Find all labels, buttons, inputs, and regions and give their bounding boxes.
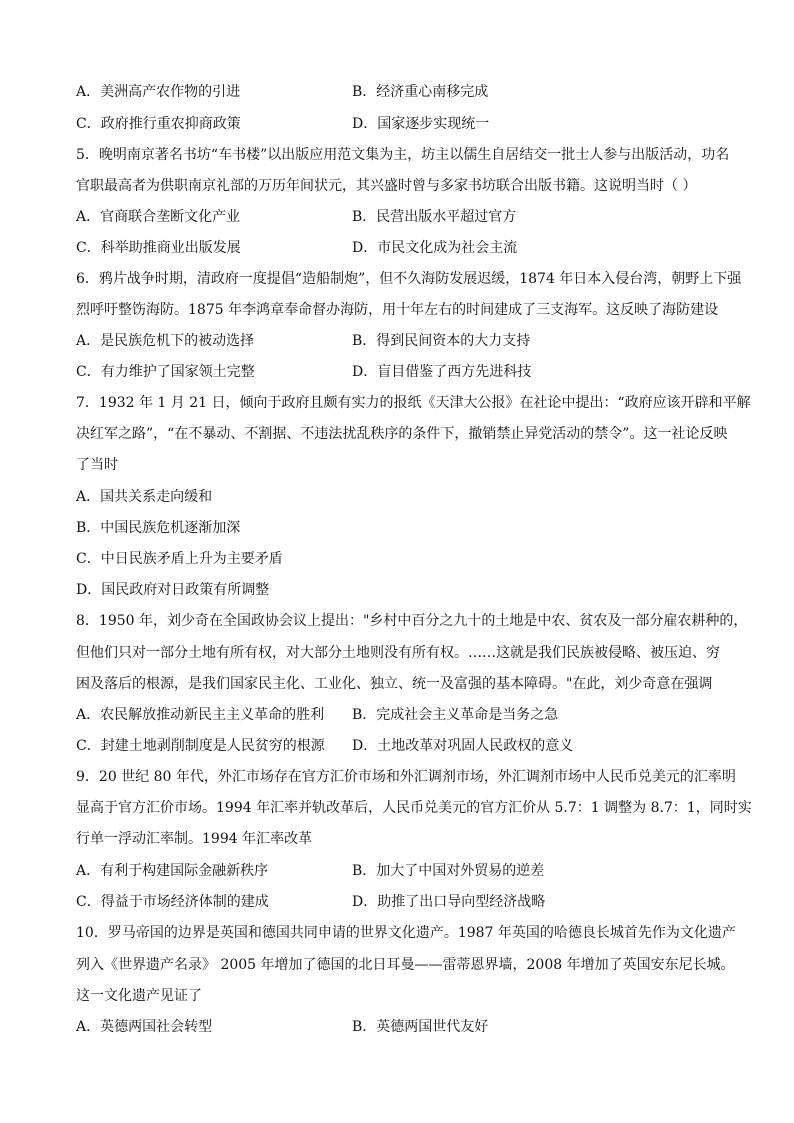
q6-option-d: D．盲目借鉴了西方先进科技	[352, 364, 532, 380]
q5-option-a: A．官商联合垄断文化产业	[76, 209, 241, 225]
q6-option-b: B．得到民间资本的大力支持	[352, 333, 531, 349]
q9-option-c: C．得益于市场经济体制的建成	[76, 894, 269, 910]
q7-stem-line-2: 决红军之路”，“在不暴动、不割据、不违法扰乱秩序的条件下，撤销禁止异党活动的禁令”。这一社论反映	[76, 426, 728, 442]
q8-option-c: C．封建土地剥削制度是人民贫穷的根源	[76, 738, 325, 754]
q6-stem-line-2: 烈呼吁整饬海防。1875 年李鸿章奉命督办海防，用十年左右的时间建成了三支海军。这反映了海防建设	[76, 302, 719, 318]
q10-option-b: B．英德两国世代友好	[352, 1019, 489, 1035]
q5-option-d: D．市民文化成为社会主流	[352, 240, 518, 256]
q5-stem-line-2: 官职最高者为供职南京礼部的万历年间状元，其兴盛时曾与多家书坊联合出版书籍。这说明当时（ ）	[76, 178, 697, 194]
q7-stem-line-3: 了当时	[76, 457, 118, 473]
q5-option-b: B．民营出版水平超过官方	[352, 209, 517, 225]
q8-stem-line-2: 但他们只对一部分土地有所有权，对大部分土地则没有所有权。……这就是我们民族被侵略、被压迫、穷	[76, 645, 720, 661]
q9-option-b: B．加大了中国对外贸易的逆差	[352, 863, 545, 879]
q4-option-b: B．经济重心南移完成	[352, 84, 489, 100]
q7-option-c: C．中日民族矛盾上升为主要矛盾	[76, 551, 283, 567]
q10-stem-line-1: 10．罗马帝国的边界是英国和德国共同申请的世界文化遗产。1987 年英国的哈德良长城首先作为文化遗产	[76, 925, 736, 941]
q4-option-a: A．美洲高产农作物的引进	[76, 84, 241, 100]
q6-option-c: C．有力维护了国家领土完整	[76, 364, 255, 380]
q5-stem-line-1: 5．晚明南京著名书坊“车书楼”以出版应用范文集为主，坊主以儒生自居结交一批士人参与出版活动，功名	[76, 147, 730, 163]
q9-stem-line-3: 行单一浮动汇率制。1994 年汇率改革	[76, 831, 313, 847]
q4-option-d: D．国家逐步实现统一	[352, 116, 490, 132]
q9-option-a: A．有利于构建国际金融新秩序	[76, 863, 269, 879]
q5-option-c: C．科举助推商业出版发展	[76, 240, 241, 256]
q6-stem-line-1: 6．鸦片战争时期，清政府一度提倡“造船制炮”，但不久海防发展迟缓，1874 年日本入侵台湾，朝野上下强	[76, 271, 742, 287]
q10-stem-line-3: 这一文化遗产见证了	[76, 988, 202, 1004]
q7-stem-line-1: 7．1932 年 1 月 21 日，倾向于政府且颇有实力的报纸《天津大公报》在社论中提出：“政府应该开辟和平解	[76, 395, 751, 411]
q8-option-b: B．完成社会主义革命是当务之急	[352, 707, 559, 723]
q8-option-d: D．土地改革对巩固人民政权的意义	[352, 738, 574, 754]
q10-option-a: A．英德两国社会转型	[76, 1019, 213, 1035]
q9-stem-line-1: 9．20 世纪 80 年代，外汇市场存在官方汇价市场和外汇调剂市场，外汇调剂市场中人民币兑美元的汇率明	[76, 769, 736, 785]
q7-option-b: B．中国民族危机逐渐加深	[76, 520, 241, 536]
q8-option-a: A．农民解放推动新民主主义革命的胜利	[76, 707, 325, 723]
q7-option-d: D．国民政府对日政策有所调整	[76, 582, 270, 598]
q8-stem-line-1: 8．1950 年，刘少奇在全国政协会议上提出："乡村中百分之九十的土地是中农、贫农及一部分雇农耕种的，	[76, 613, 748, 629]
q9-option-d: D．助推了出口导向型经济战略	[352, 894, 546, 910]
q9-stem-line-2: 显高于官方汇价市场。1994 年汇率并轨改革后，人民币兑美元的官方汇价从 5.7：1 调整为 8.7：1，同时实	[76, 800, 752, 816]
q6-option-a: A．是民族危机下的被动选择	[76, 333, 255, 349]
q8-stem-line-3: 困及落后的根源，是我们国家民主化、工业化、独立、统一及富强的基本障碍。"在此，刘少奇意在强调	[76, 676, 713, 692]
q10-stem-line-2: 列入《世界遗产名录》 2005 年增加了德国的北日耳曼——雷蒂恩界墙，2008 年增加了英国安东尼长城。	[76, 957, 735, 973]
q7-option-a: A．国共关系走向缓和	[76, 489, 213, 505]
q4-option-c: C．政府推行重农抑商政策	[76, 116, 241, 132]
